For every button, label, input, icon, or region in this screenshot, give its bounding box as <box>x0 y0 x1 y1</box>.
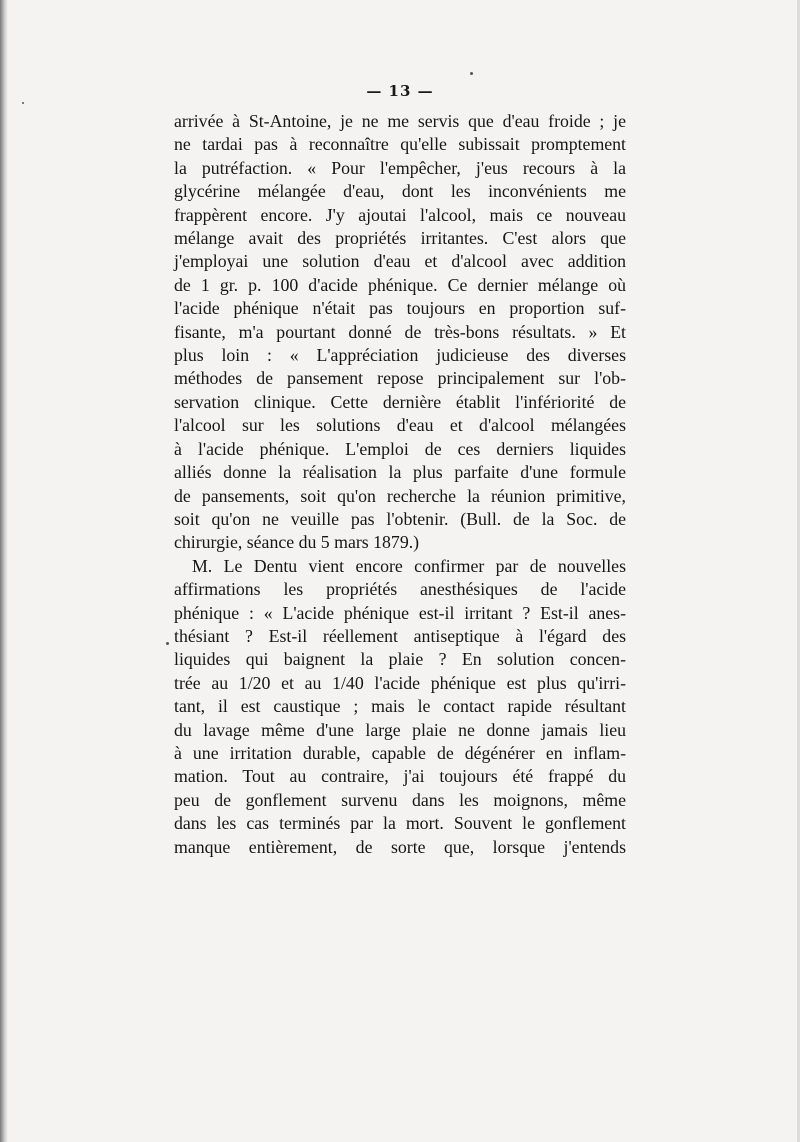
scan-speck <box>166 642 169 645</box>
text-line: phénique : « L'acide phénique est-il irritant ? Est-il anes- <box>174 602 626 623</box>
text-line: l'alcool sur les solutions d'eau et d'alcool mélangées <box>174 415 626 436</box>
text-line: j'employai une solution d'eau et d'alcool avec addition <box>174 251 626 272</box>
text-line: frappèrent encore. J'y ajoutai l'alcool, mais ce nouveau <box>174 204 626 225</box>
text-line: affirmations les propriétés anesthésiques de l'acide <box>174 579 626 600</box>
text-line: arrivée à St-Antoine, je ne me servis que d'eau froide ; je <box>174 111 626 131</box>
text-line: mation. Tout au contraire, j'ai toujours été frappé du <box>174 766 626 787</box>
text-line: de pansements, soit qu'on recherche la réunion primitive, <box>174 485 626 506</box>
text-line: de 1 gr. p. 100 d'acide phénique. Ce dernier mélange où <box>174 274 626 295</box>
scan-speck <box>470 72 473 75</box>
text-line: du lavage même d'une large plaie ne donne jamais lieu <box>174 719 626 740</box>
text-line: soit qu'on ne veuille pas l'obtenir. (Bull. de la Soc. de <box>174 508 626 529</box>
text-line: à l'acide phénique. L'emploi de ces derniers liquides <box>174 438 626 459</box>
text-line: glycérine mélangée d'eau, dont les inconvénients me <box>174 181 626 202</box>
text-line: M. Le Dentu vient encore confirmer par de nouvelles <box>192 555 626 576</box>
text-line: trée au 1/20 et au 1/40 l'acide phénique est plus qu'irri- <box>174 672 626 693</box>
text-line: servation clinique. Cette dernière établit l'infériorité de <box>174 391 626 412</box>
text-line: la putréfaction. « Pour l'empêcher, j'eus recours à la <box>174 157 626 178</box>
text-line: alliés donne la réalisation la plus parfaite d'une formule <box>174 462 626 483</box>
text-line: tant, il est caustique ; mais le contact rapide résultant <box>174 696 626 717</box>
page-number: — 13 — <box>366 82 434 100</box>
body-text <box>174 110 626 859</box>
text-line: mélange avait des propriétés irritantes. C'est alors que <box>174 228 626 249</box>
text-line: dans les cas terminés par la mort. Souvent le gonflement <box>174 813 626 834</box>
scan-edge-left <box>0 0 8 1142</box>
text-line: liquides qui baignent la plaie ? En solution concen- <box>174 649 626 670</box>
text-line: fisante, m'a pourtant donné de très-bons résultats. » Et <box>174 321 626 342</box>
text-line: à une irritation durable, capable de dégénérer en inflam- <box>174 742 626 763</box>
text-line: ne tardai pas à reconnaître qu'elle subissait promptement <box>174 134 626 155</box>
text-line: thésiant ? Est-il réellement antiseptique à l'égard des <box>174 625 626 646</box>
text-line: manque entièrement, de sorte que, lorsque j'entends <box>174 836 626 857</box>
text-line: plus loin : « L'appréciation judicieuse des diverses <box>174 345 626 366</box>
text-line: l'acide phénique n'était pas toujours en proportion suf- <box>174 298 626 319</box>
text-line: méthodes de pansement repose principalement sur l'ob- <box>174 368 626 389</box>
text-line: chirurgie, séance du 5 mars 1879.) <box>174 532 420 553</box>
text-line: peu de gonflement survenu dans les moignons, même <box>174 789 626 810</box>
scan-speck <box>22 102 24 104</box>
